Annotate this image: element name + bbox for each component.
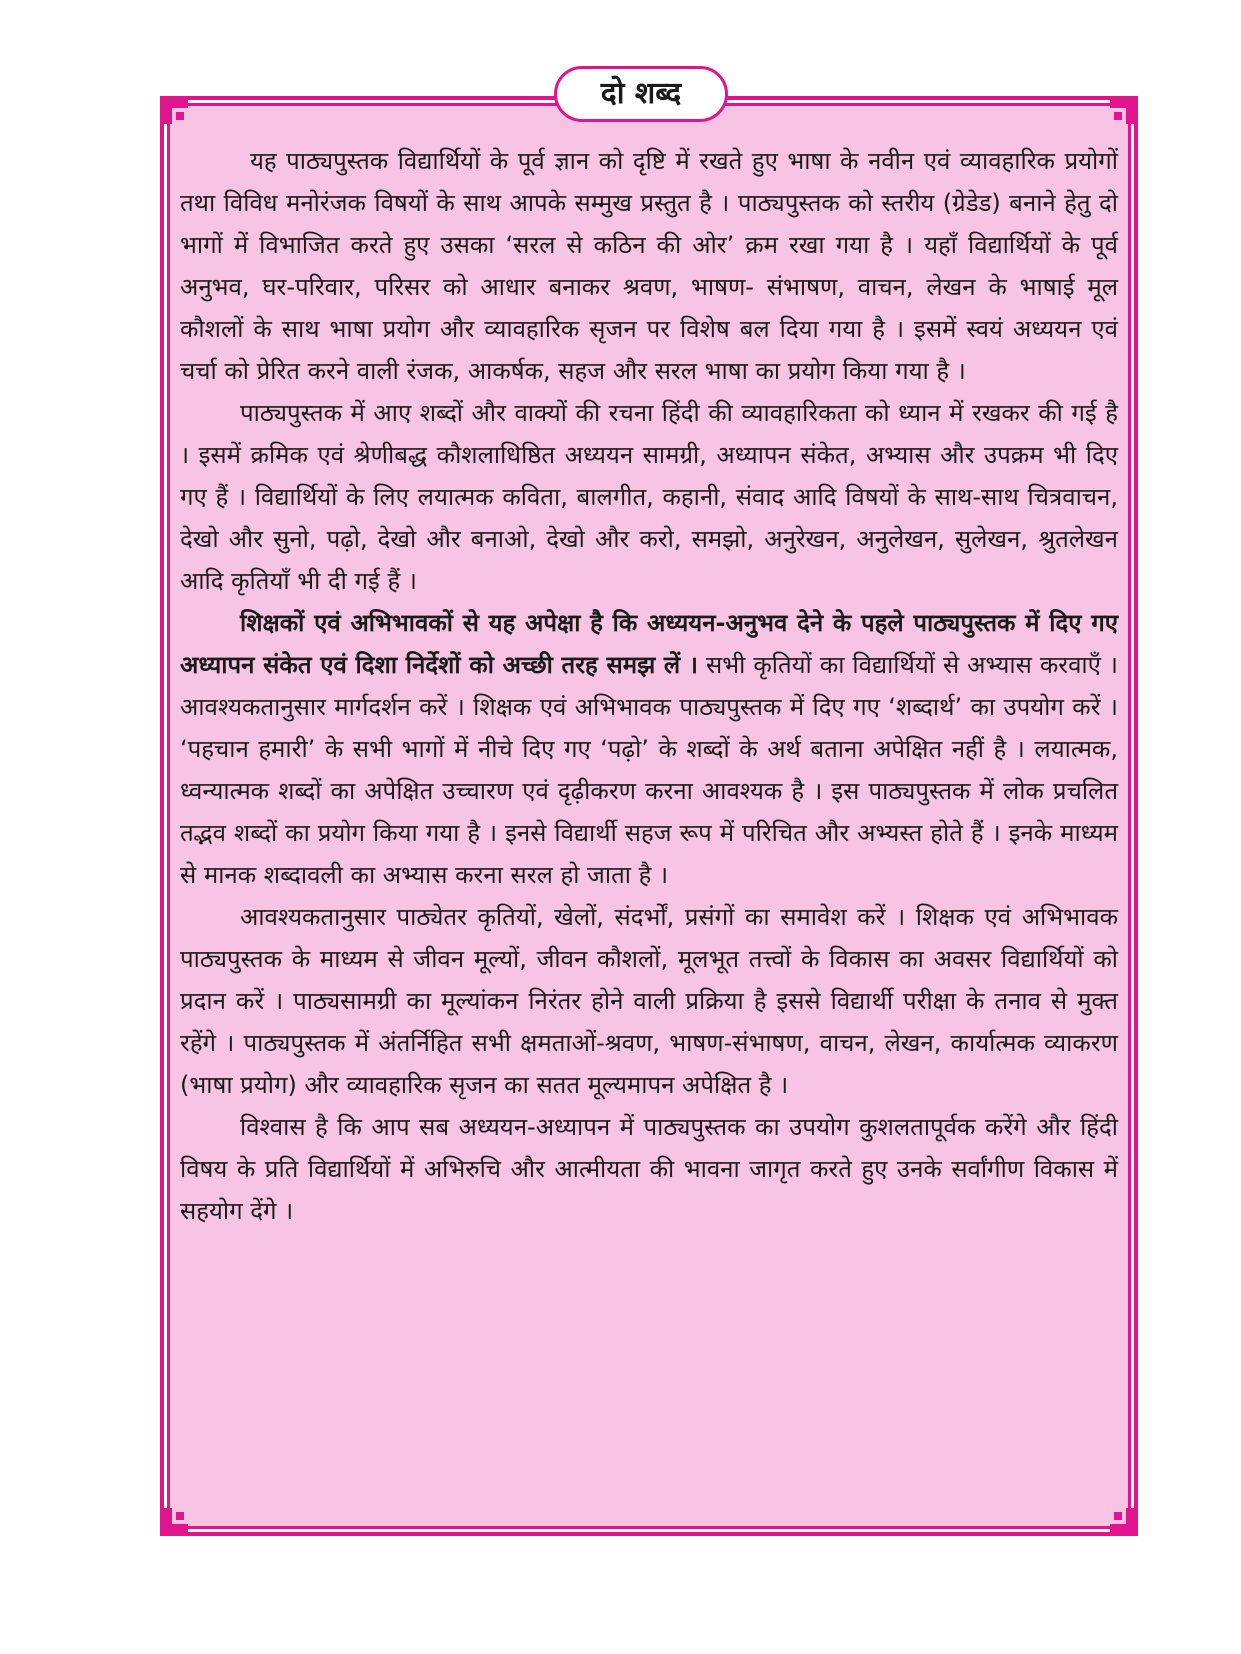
paragraph	[180, 392, 1118, 602]
title-badge	[554, 66, 728, 122]
paragraph-text: आवश्यकतानुसार पाठ्येतर कृतियों, खेलों, संदर्भों, प्रसंगों का समावेश करें । शिक्षक एवं अभिभावक पाठ्यपुस्तक के माध्यम से जीवन मूल्यों, जीवन कौशलों, मूलभूत तत्त्वों के विकास का अवसर विद्यार्थियों को प्रदान करें । पाठ्यसामग्री का मूल्यांकन निरंतर होने वाली प्रक्रिया है इससे विद्यार्थी परीक्षा के तनाव से मुक्त रहेंगे । पाठ्यपुस्तक में अंतर्निहित सभी क्षमताओं-श्रवण, भाषण-संभाषण, वाचन, लेखन, कार्यात्मक व्याकरण (भाषा प्रयोग) और व्यावहारिक सृजन का सतत मूल्यमापन अपेक्षित है ।	[180, 903, 1118, 1099]
paragraph-text: सभी कृतियों का विद्यार्थियों से अभ्यास करवाएँ । आवश्यकतानुसार मार्गदर्शन करें । शिक्षक एवं अभिभावक पाठ्यपुस्तक में दिए गए ‘शब्दार्थ’ का उपयोग करें । ‘पहचान हमारी’ के सभी भागों में नीचे दिए गए ‘पढ़ो’ के शब्दों के अर्थ बताना अपेक्षित नहीं है । लयात्मक, ध्वन्यात्मक शब्दों का अपेक्षित उच्चारण एवं दृढ़ीकरण करना आवश्यक है । इस पाठ्यपुस्तक में लोक प्रचलित तद्भव शब्दों का प्रयोग किया गया है । इनसे विद्यार्थी सहज रूप में परिचित और अभ्यस्त होते हैं । इनके माध्यम से मानक शब्दावली का अभ्यास करना सरल हो जाता है ।	[180, 651, 1119, 889]
paragraph-text: विश्वास है कि आप सब अध्ययन-अध्यापन में पाठ्यपुस्तक का उपयोग कुशलतापूर्वक करेंगे और हिंदी विषय के प्रति विद्यार्थियों में अभिरुचि और आत्मीयता की भावना जागृत करते हुए उनके सर्वांगीण विकास में सहयोग देंगे ।	[180, 1113, 1118, 1225]
corner-ornament-icon	[162, 1504, 192, 1534]
body-text	[180, 140, 1118, 1232]
corner-ornament-icon	[162, 98, 192, 128]
paragraph	[180, 896, 1118, 1106]
paragraph	[180, 602, 1118, 896]
corner-ornament-icon	[1106, 1504, 1136, 1534]
page-title: दो शब्द	[600, 76, 682, 111]
paragraph-text: पाठ्यपुस्तक में आए शब्दों और वाक्यों की रचना हिंदी की व्यावहारिकता को ध्यान में रखकर की गई है । इसमें क्रमिक एवं श्रेणीबद्ध कौशलाधिष्ठित अध्ययन सामग्री, अध्यापन संकेत, अभ्यास और उपक्रम भी दिए गए हैं । विद्यार्थियों के लिए लयात्मक कविता, बालगीत, कहानी, संवाद आदि विषयों के साथ-साथ चित्रवाचन, देखो और सुनो, पढ़ो, देखो और बनाओ, देखो और करो, समझो, अनुरेखन, अनुलेखन, सुलेखन, श्रुतलेखन आदि कृतियाँ भी दी गई हैं ।	[180, 399, 1118, 595]
corner-ornament-icon	[1106, 98, 1136, 128]
paragraph-bold-text: शिक्षकों एवं अभिभावकों से यह अपेक्षा है कि अध्ययन-अनुभव देने के पहले पाठ्यपुस्तक में दिए गए अध्यापन संकेत एवं दिशा निर्देशों को अच्छी तरह समझ लें ।	[180, 609, 1118, 679]
paragraph	[180, 1106, 1118, 1232]
paragraph-text: यह पाठ्यपुस्तक विद्यार्थियों के पूर्व ज्ञान को दृष्टि में रखते हुए भाषा के नवीन एवं व्यावहारिक प्रयोगों तथा विविध मनोरंजक विषयों के साथ आपके सम्मुख प्रस्तुत है । पाठ्यपुस्तक को स्तरीय (ग्रेडेड) बनाने हेतु दो भागों में विभाजित करते हुए उसका ‘सरल से कठिन की ओर’ क्रम रखा गया है । यहाँ विद्यार्थियों के पूर्व अनुभव, घर-परिवार, परिसर को आधार बनाकर श्रवण, भाषण- संभाषण, वाचन, लेखन के भाषाई मूल कौशलों के साथ भाषा प्रयोग और व्यावहारिक सृजन पर विशेष बल दिया गया है । इसमें स्वयं अध्ययन एवं चर्चा को प्रेरित करने वाली रंजक, आकर्षक, सहज और सरल भाषा का प्रयोग किया गया है ।	[180, 147, 1118, 385]
paragraph	[180, 140, 1118, 392]
